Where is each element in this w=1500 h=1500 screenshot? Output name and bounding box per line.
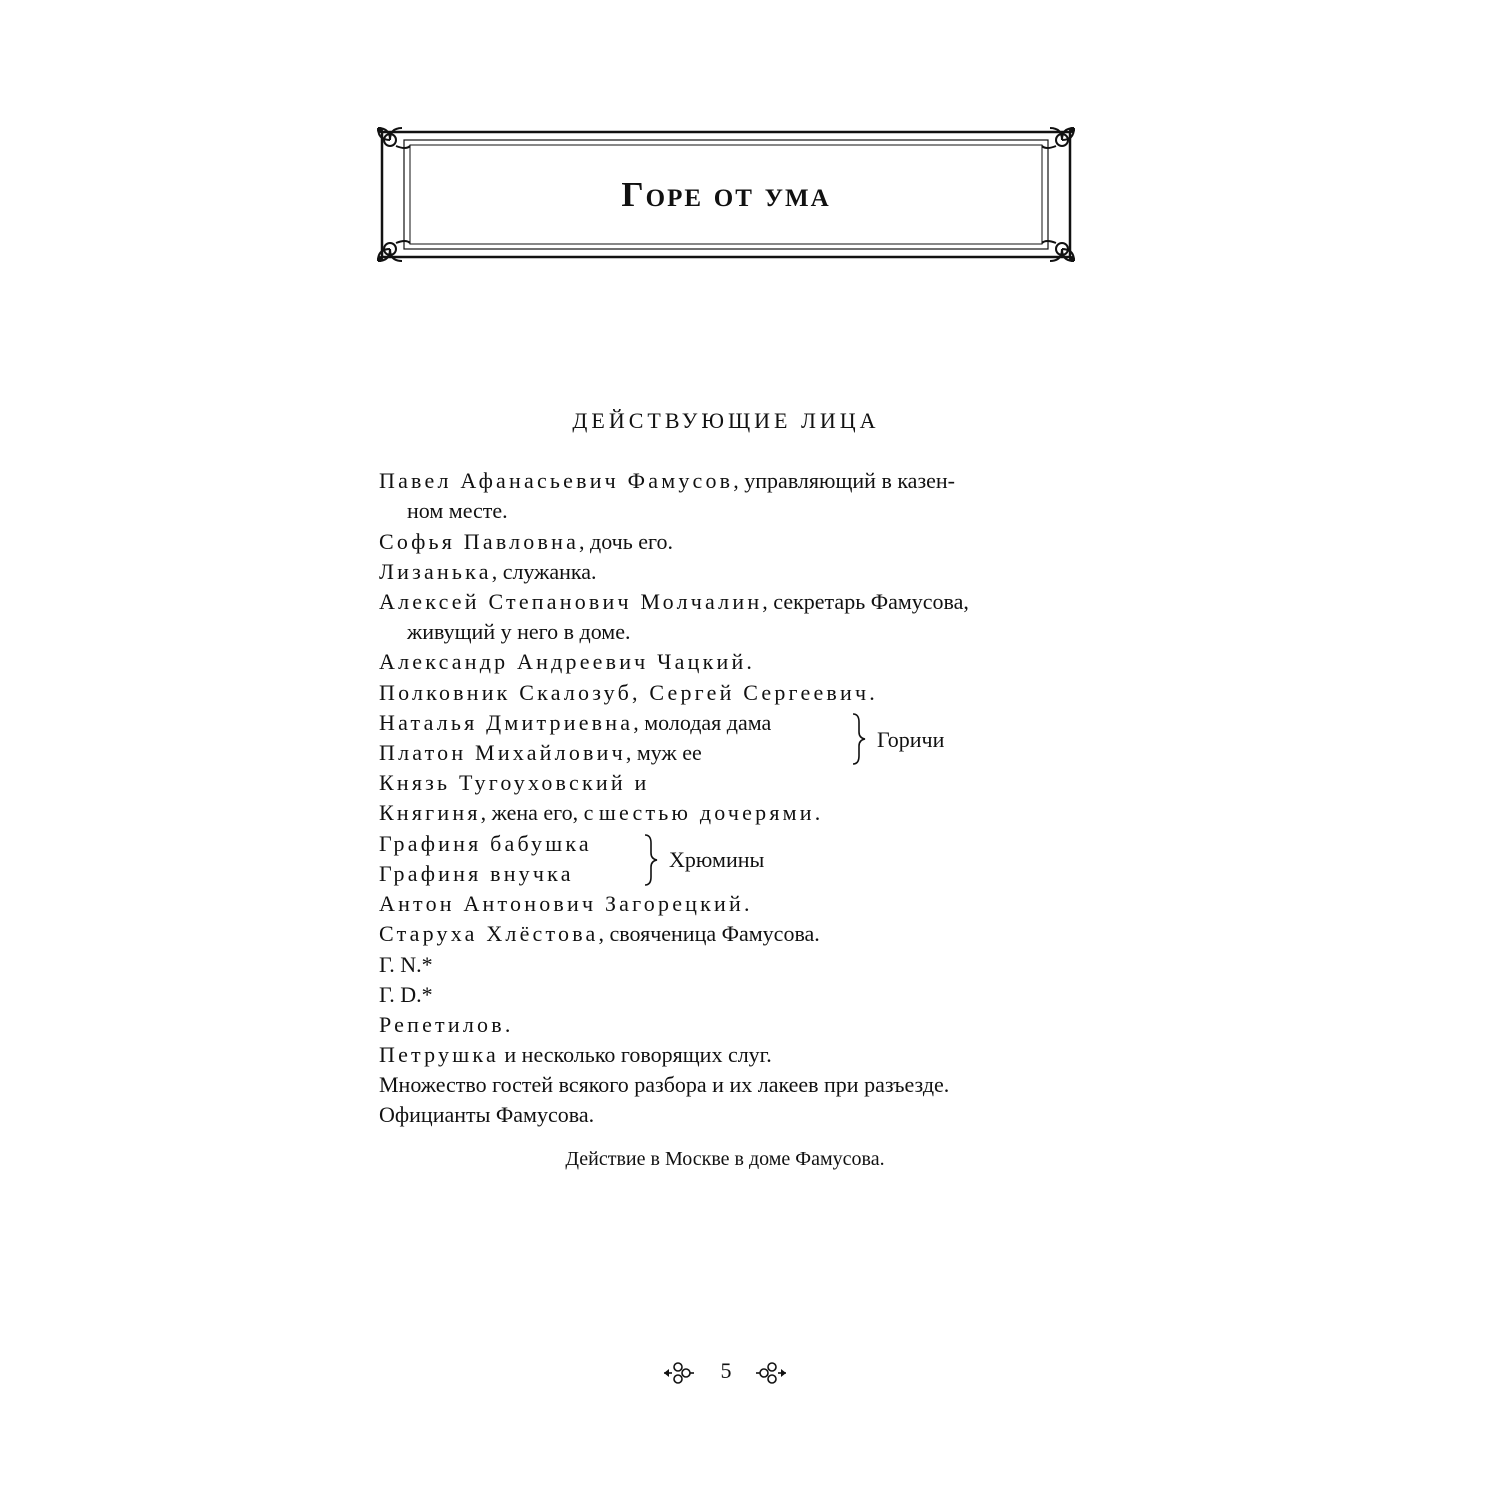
cast-entry: Г. D.* — [379, 982, 433, 1007]
section-heading: ДЕЙСТВУЮЩИЕ ЛИЦА — [572, 408, 880, 433]
cast-entry: Множество гостей всякого разбора и их лакеев при разъезде. — [379, 1072, 950, 1097]
curly-brace-icon — [851, 712, 867, 766]
cast-entry-continuation: ном месте. — [407, 498, 508, 523]
cast-entry: Графиня бабушка — [379, 831, 592, 856]
flourish-right-icon — [754, 1360, 788, 1386]
flourish-left-icon — [662, 1360, 696, 1386]
cast-entry: Г. N.* — [379, 952, 433, 977]
setting-note: Действие в Москве в доме Фамусова. — [565, 1148, 885, 1170]
cast-entry: Репетилов. — [379, 1012, 511, 1037]
group-label-gorichi: Горичи — [877, 727, 945, 752]
page-number: 5 — [720, 1358, 732, 1383]
cast-entry: Наталья Дмитриевна, молодая дама — [379, 710, 772, 735]
cast-entry: Старуха Хлёстова, свояченица Фамусова. — [379, 921, 820, 946]
cast-entry: Платон Михайлович, муж ее — [379, 740, 702, 765]
cast-entry: Алексей Степанович Молчалин, секретарь Фамусова, — [379, 589, 969, 614]
cast-entry-continuation: живущий у него в доме. — [407, 619, 631, 644]
cast-entry: Софья Павловна, дочь его. — [379, 529, 674, 554]
cast-entry: Княгиня, жена его, с шестью дочерями. — [379, 800, 824, 825]
cast-entry: Павел Афанасьевич Фамусов, управляющий в казен- — [379, 468, 955, 493]
cast-entry: Александр Андреевич Чацкий. — [379, 649, 752, 674]
cast-entry: Официанты Фамусова. — [379, 1102, 595, 1127]
cast-entry: Князь Тугоуховский и — [379, 770, 650, 795]
cast-entry: Лизанька, служанка. — [379, 559, 597, 584]
cast-entry: Антон Антонович Загорецкий. — [379, 891, 750, 916]
cast-entry: Петрушка и несколько говорящих слуг. — [379, 1042, 772, 1067]
cast-entry: Графиня внучка — [379, 861, 574, 886]
title-frame — [372, 122, 1080, 267]
curly-brace-icon — [643, 833, 659, 887]
page-title: Горе от ума — [621, 174, 831, 214]
group-label-khryuminy: Хрюмины — [669, 847, 765, 872]
cast-entry: Полковник Скалозуб, Сергей Сергеевич. — [379, 680, 875, 705]
